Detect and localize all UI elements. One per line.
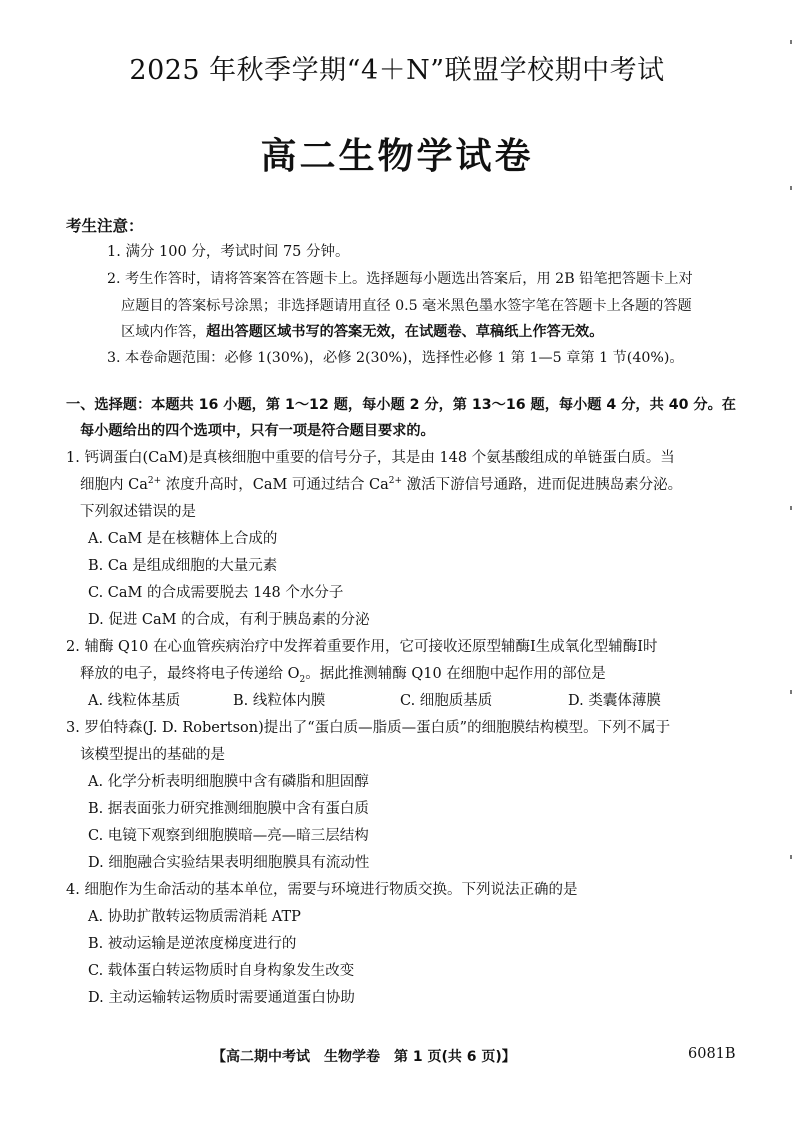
question-4-option-b: B. 被动运输是逆浓度梯度进行的 xyxy=(88,936,297,952)
scan-edge-mark xyxy=(790,40,792,44)
question-1-option-d: D. 促进 CaM 的合成，有利于胰岛素的分泌 xyxy=(88,612,370,628)
scan-edge-mark xyxy=(790,186,792,190)
question-4-stem: 4. 细胞作为生命活动的基本单位，需要与环境进行物质交换。下列说法正确的是 xyxy=(66,882,578,898)
q1-sup-1: 2+ xyxy=(147,476,162,487)
notice-invalid-warning: 超出答题区域书写的答案无效，在试题卷、草稿纸上作答无效。 xyxy=(206,324,604,340)
scan-edge-mark xyxy=(790,855,792,859)
page-footer: 【高二期中考试 生物学卷 第 1 页(共 6 页)】 xyxy=(212,1049,516,1065)
question-3-option-b: B. 据表面张力研究推测细胞膜中含有蛋白质 xyxy=(88,801,369,817)
question-3-stem-line2: 该模型提出的基础的是 xyxy=(80,747,225,763)
question-1-option-b: B. Ca 是组成细胞的大量元素 xyxy=(88,558,278,574)
notice-item-3: 3. 本卷命题范围：必修 1(30%)，必修 2(30%)，选择性必修 1 第 1—5 章第 1 节(40%)。 xyxy=(107,350,684,366)
paper-code: 6081B xyxy=(688,1046,736,1062)
q1-text-c: 激活下游信号通路，进而促进胰岛素分泌。 xyxy=(402,477,683,493)
question-2-option-a: A. 线粒体基质 xyxy=(88,693,181,709)
question-3-option-d: D. 细胞融合实验结果表明细胞膜具有流动性 xyxy=(88,855,370,871)
question-1-stem-line3: 下列叙述错误的是 xyxy=(80,504,196,520)
question-1-stem-line2 xyxy=(80,475,682,495)
q1-text-b: 浓度升高时，CaM 可通过结合 Ca xyxy=(161,477,389,493)
question-2-stem-line2 xyxy=(80,664,606,684)
notice-heading: 考生注意： xyxy=(66,217,144,235)
question-2-option-d: D. 类囊体薄膜 xyxy=(568,693,661,709)
q2-text-b: 。据此推测辅酶 Q10 在细胞中起作用的部位是 xyxy=(305,666,606,682)
question-3-stem-line1: 3. 罗伯特森(J. D. Robertson)提出了“蛋白质—脂质—蛋白质”的细胞膜结构模型。下列不属于 xyxy=(66,720,671,736)
notice-item-2-line3 xyxy=(121,322,603,342)
question-1-stem-line1: 1. 钙调蛋白(CaM)是真核细胞中重要的信号分子，其是由 148 个氨基酸组成的单链蛋白质。当 xyxy=(66,450,675,466)
section-heading-line1: 一、选择题：本题共 16 小题，第 1～12 题，每小题 2 分，第 13～16 题，每小题 4 分，共 40 分。在 xyxy=(66,397,736,413)
q1-text-a: 细胞内 Ca xyxy=(80,477,148,493)
notice-item-2-line3-plain: 区域内作答， xyxy=(121,324,207,340)
question-1-option-c: C. CaM 的合成需要脱去 148 个水分子 xyxy=(88,585,344,601)
q2-sub: 2 xyxy=(299,674,306,685)
question-2-stem-line1: 2. 辅酶 Q10 在心血管疾病治疗中发挥着重要作用，它可接收还原型辅酶Ⅰ生成氧化型辅酶Ⅰ时 xyxy=(66,639,658,655)
question-4-option-c: C. 载体蛋白转运物质时自身构象发生改变 xyxy=(88,963,355,979)
question-4-option-d: D. 主动运输转运物质时需要通道蛋白协助 xyxy=(88,990,355,1006)
question-2-option-b: B. 线粒体内膜 xyxy=(233,693,326,709)
scan-edge-mark xyxy=(790,506,792,510)
notice-item-2-line1: 2. 考生作答时，请将答案答在答题卡上。选择题每小题选出答案后，用 2B 铅笔把答题卡上对 xyxy=(107,271,693,287)
paper-title: 高二生物学试卷 xyxy=(260,135,534,177)
question-1-option-a: A. CaM 是在核糖体上合成的 xyxy=(88,531,278,547)
question-3-option-a: A. 化学分析表明细胞膜中含有磷脂和胆固醇 xyxy=(88,774,369,790)
section-heading-line2: 每小题给出的四个选项中，只有一项是符合题目要求的。 xyxy=(80,423,435,439)
notice-item-1: 1. 满分 100 分，考试时间 75 分钟。 xyxy=(107,244,350,260)
exam-title: 2025 年秋季学期“4＋N”联盟学校期中考试 xyxy=(129,55,665,86)
scan-edge-mark xyxy=(790,690,792,694)
q2-text-a: 释放的电子，最终将电子传递给 O xyxy=(80,666,300,682)
question-3-option-c: C. 电镜下观察到细胞膜暗—亮—暗三层结构 xyxy=(88,828,369,844)
question-4-option-a: A. 协助扩散转运物质需消耗 ATP xyxy=(88,909,301,925)
notice-item-2-line2: 应题目的答案标号涂黑；非选择题请用直径 0.5 毫米黑色墨水签字笔在答题卡上各题的答题 xyxy=(121,298,692,314)
question-2-option-c: C. 细胞质基质 xyxy=(400,693,493,709)
q1-sup-2: 2+ xyxy=(388,476,403,487)
